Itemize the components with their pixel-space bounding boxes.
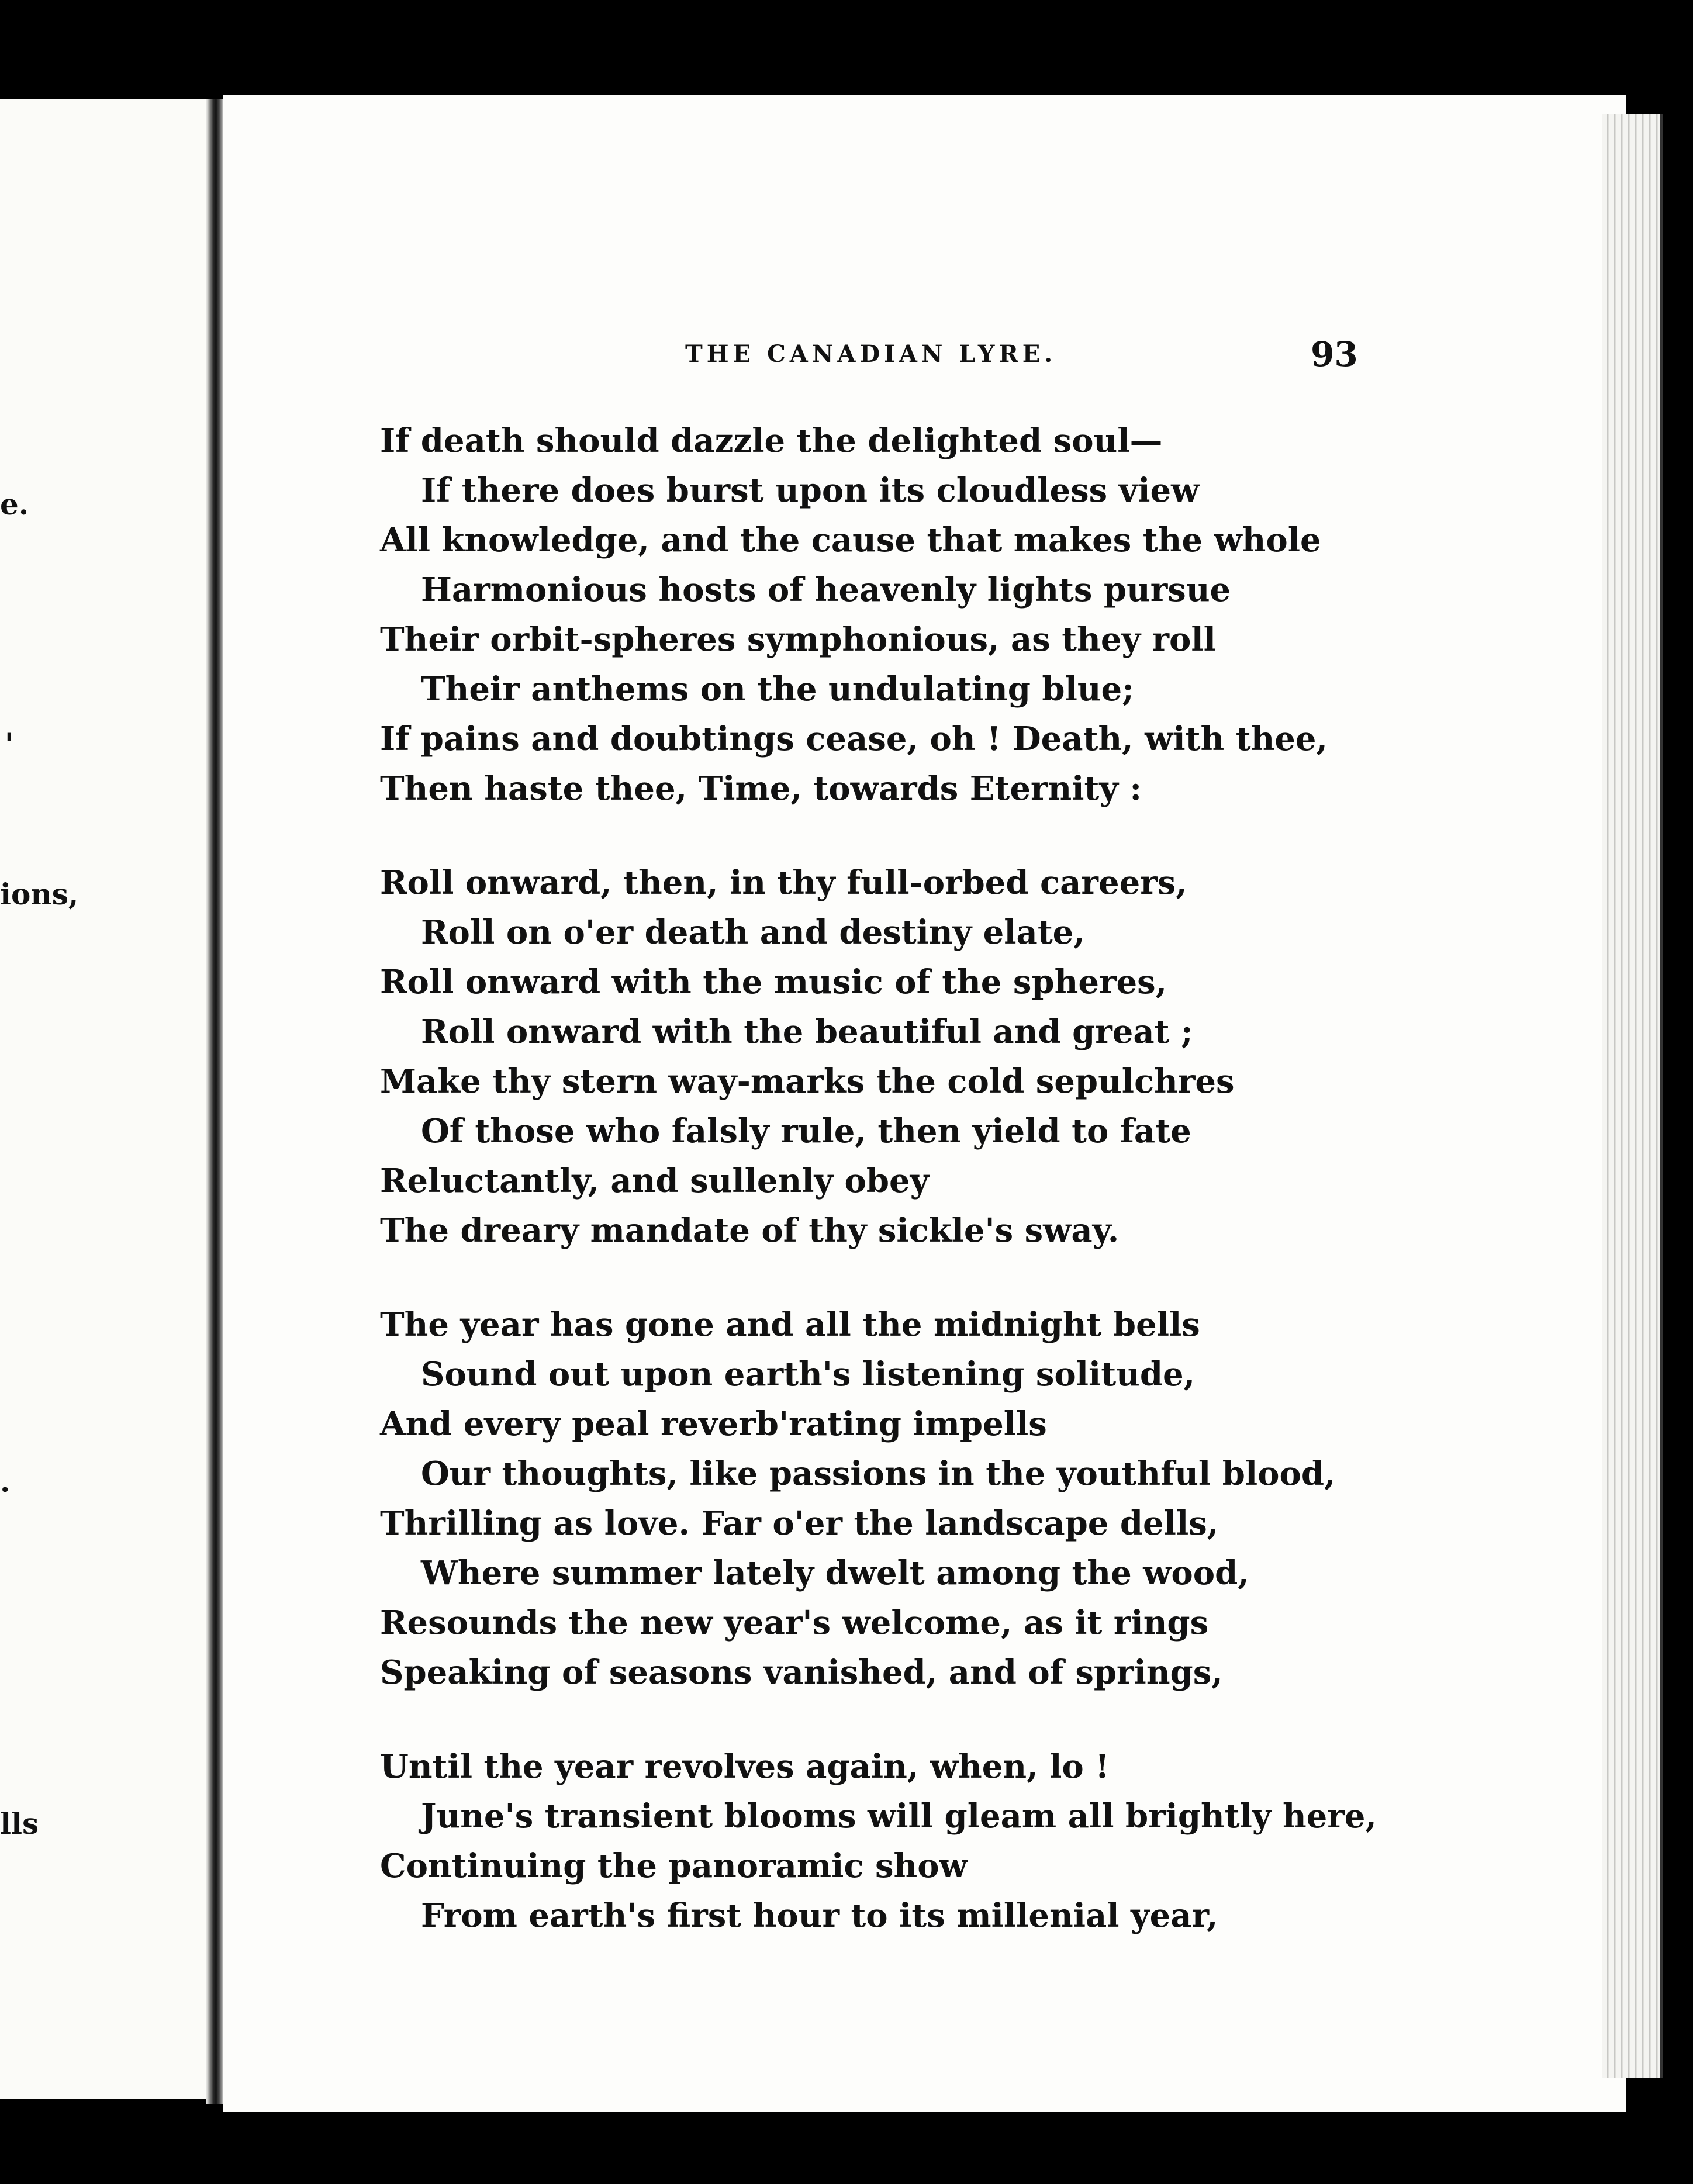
poem-line: And every peal reverb'rating impells (380, 1405, 1047, 1443)
poem-line: Roll onward with the beautiful and great ; (421, 1012, 1193, 1051)
facing-page-fragment: lls (0, 1806, 39, 1841)
poem-line: June's transient blooms will gleam all brightly here, (421, 1797, 1377, 1836)
facing-page-fragment: ' (5, 727, 14, 761)
poem-line: Thrilling as love. Far o'er the landscape dells, (380, 1504, 1219, 1543)
facing-page-fragment: e. (0, 487, 29, 521)
poem-line: Speaking of seasons vanished, and of springs, (380, 1653, 1223, 1692)
poem-line: If there does burst upon its cloudless view (421, 471, 1200, 510)
poem-line: Roll onward, then, in thy full-orbed careers, (380, 863, 1187, 902)
stanza (380, 858, 1584, 1256)
stanza (380, 1300, 1584, 1698)
poem-line: Harmonious hosts of heavenly lights pursue (421, 571, 1231, 609)
stanza (380, 1742, 1584, 1941)
stanza (380, 416, 1584, 814)
poem-line: Reluctantly, and sullenly obey (380, 1162, 930, 1200)
running-title: THE CANADIAN LYRE. (685, 340, 1057, 368)
poem-line: Until the year revolves again, when, lo ! (380, 1747, 1110, 1786)
poem-line: Their anthems on the undulating blue; (421, 670, 1134, 709)
facing-page-fragment: ions, (0, 877, 79, 911)
poem-line: Then haste thee, Time, towards Eternity : (380, 769, 1142, 808)
poem (380, 416, 1584, 1985)
poem-line: Resounds the new year's welcome, as it rings (380, 1604, 1209, 1642)
poem-line: Continuing the panoramic show (380, 1847, 968, 1885)
poem-line: Sound out upon earth's listening solitude, (421, 1355, 1196, 1394)
poem-line: Of those who falsly rule, then yield to fate (421, 1112, 1191, 1150)
poem-line: Roll onward with the music of the spheres, (380, 963, 1167, 1001)
poem-line: Where summer lately dwelt among the wood, (421, 1554, 1249, 1592)
poem-line: From earth's first hour to its millenial year, (421, 1896, 1218, 1935)
poem-line: Our thoughts, like passions in the youthful blood, (421, 1454, 1336, 1493)
facing-page-fragment: . (0, 1464, 11, 1499)
poem-line: Their orbit-spheres symphonious, as they roll (380, 620, 1216, 659)
poem-line: The dreary mandate of thy sickle's sway. (380, 1211, 1120, 1250)
poem-line: All knowledge, and the cause that makes the whole (380, 521, 1321, 559)
running-head (223, 334, 1626, 375)
facing-page (0, 99, 222, 2099)
poem-line: Make thy stern way-marks the cold sepulchres (380, 1062, 1235, 1101)
book-page (223, 95, 1626, 2112)
page-edges (1602, 114, 1663, 2078)
poem-line: The year has gone and all the midnight bells (380, 1305, 1200, 1344)
poem-line: If death should dazzle the delighted soul— (380, 421, 1163, 460)
page-number: 93 (1311, 334, 1358, 374)
poem-line: Roll on o'er death and destiny elate, (421, 913, 1085, 952)
poem-line: If pains and doubtings cease, oh ! Death, with thee, (380, 720, 1328, 758)
book-spine (206, 99, 224, 2104)
